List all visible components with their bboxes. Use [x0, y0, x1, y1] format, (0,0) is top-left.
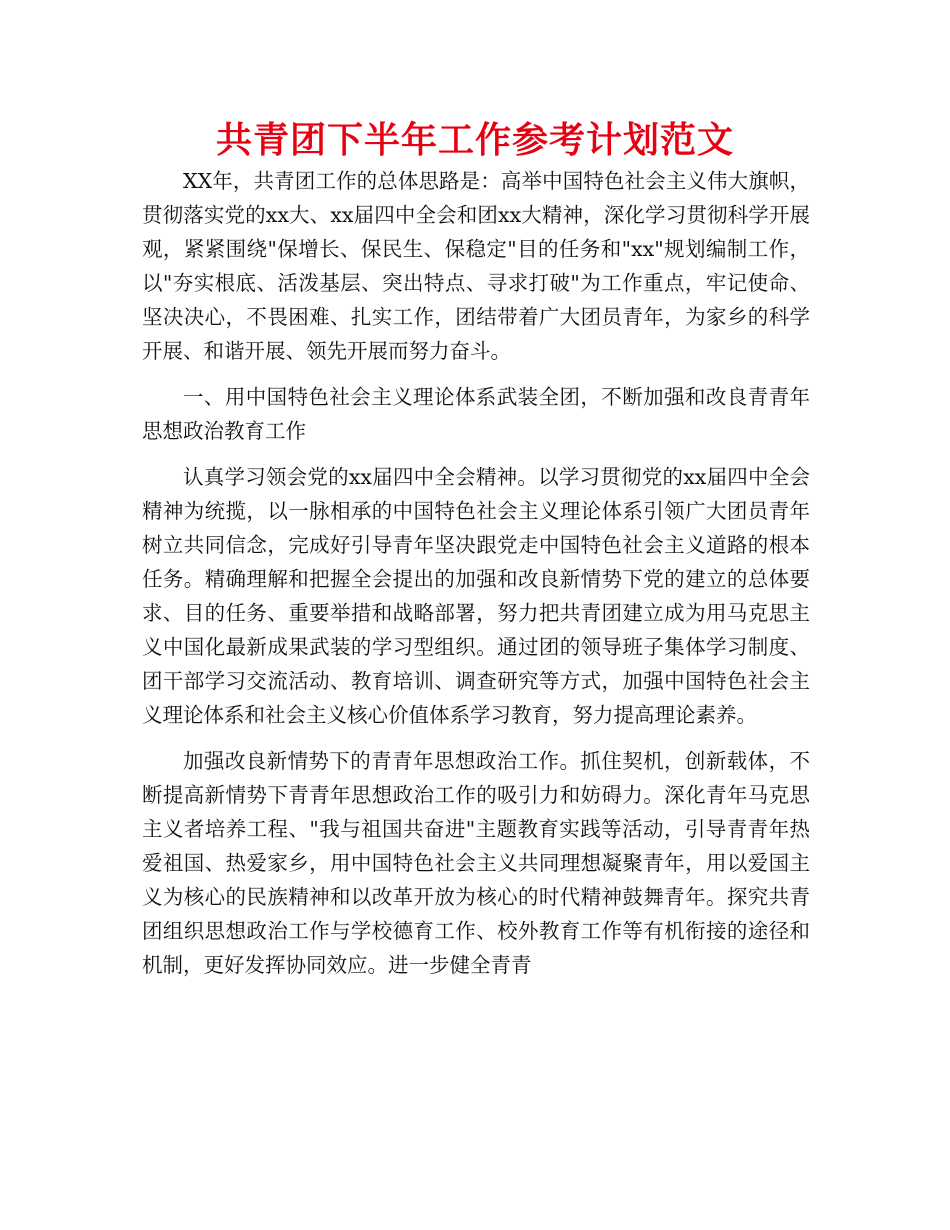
paragraph-ideology: 加强改良新情势下的青青年思想政治工作。抓住契机，创新载体，不断提高新情势下青青年思想政治工作的吸引力和妨碍力。深化青年马克思主义者培养工程、"我与祖国共奋进"主题教育实践等活动，引导青青年热爱祖国、热爱家乡，用中国特色社会主义共同理想凝聚青年，用以爱国主义为核心的民族精神和以改革开放为核心的时代精神鼓舞青年。探究共青团组织思想政治工作与学校德育工作、校外教育工作等有机衔接的途径和机制，更好发挥协同效应。进一步健全青青 [142, 749, 810, 977]
document-title: 共青团下半年工作参考计划范文 [215, 120, 734, 161]
paragraph-study: 认真学习领会党的xx届四中全会精神。以学习贯彻党的xx届四中全会精神为统揽，以一脉相承的中国特色社会主义理论体系引领广大团员青年树立共同信念，完成好引导青年坚决跟党走中国特色社会主义道路的根本任务。精确理解和把握全会提出的加强和改良新情势下党的建立的总体要求、目的任务、重要举措和战略部署，努力把共青团建立成为用马克思主义中国化最新成果武装的学习型组织。通过团的领导班子集体学习制度、团干部学习交流活动、教育培训、调查研究等方式，加强中国特色社会主义理论体系和社会主义核心价值体系学习教育，努力提高理论素养。 [142, 465, 810, 727]
paragraph-intro: XX年，共青团工作的总体思路是：高举中国特色社会主义伟大旗帜，贯彻落实党的xx大、xx届四中全会和团xx大精神，深化学习贯彻科学开展观，紧紧围绕"保增长、保民生、保稳定"目的任务和"xx"规划编制工作，以"夯实根底、活泼基层、突出特点、寻求打破"为工作重点，牢记使命、坚决决心，不畏困难、扎实工作，团结带着广大团员青年，为家乡的科学开展、和谐开展、领先开展而努力奋斗。 [142, 169, 810, 363]
section-heading-1: 一、用中国特色社会主义理论体系武装全团，不断加强和改良青青年思想政治教育工作 [142, 385, 810, 443]
document-body [142, 164, 810, 994]
